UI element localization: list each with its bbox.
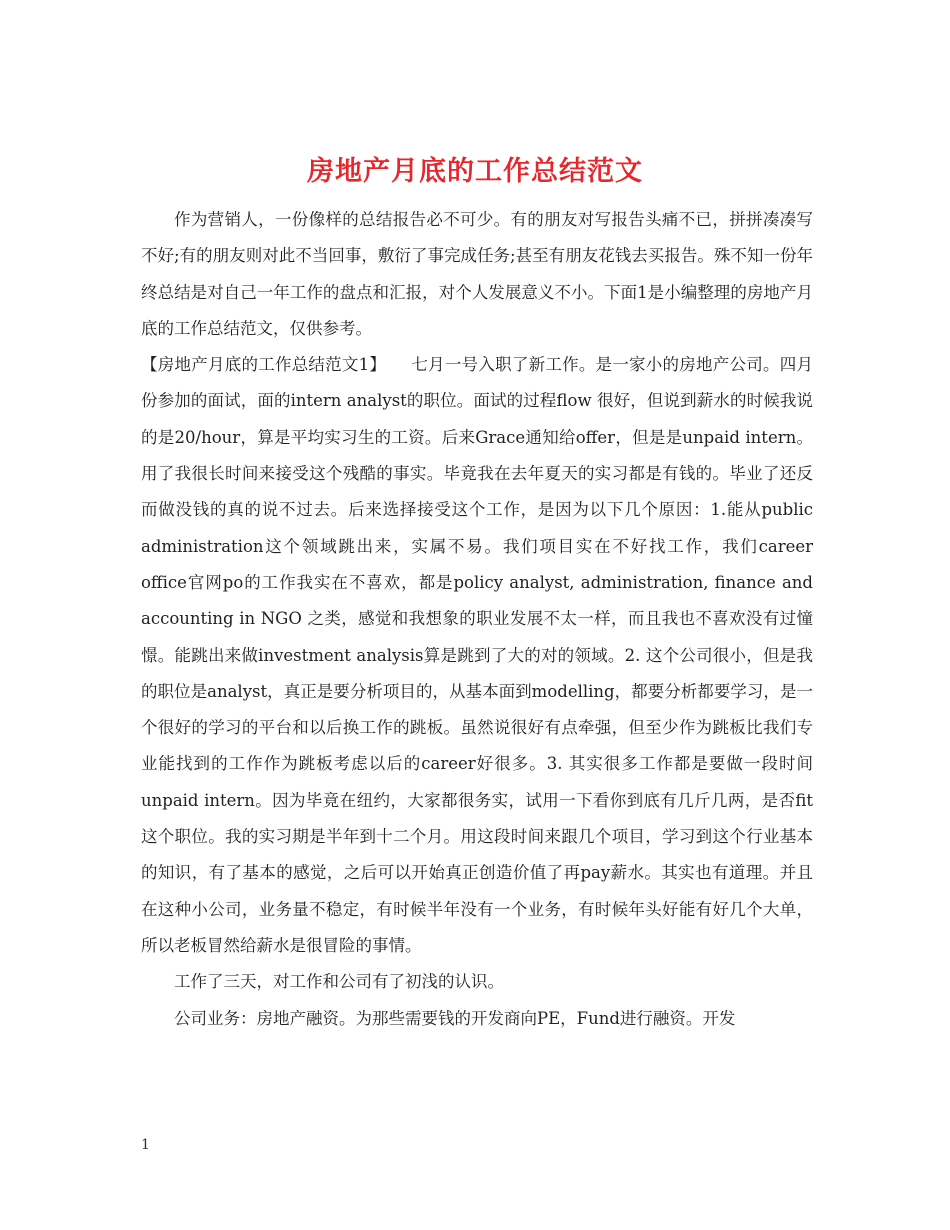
- paragraph-intro: 作为营销人，一份像样的总结报告必不可少。有的朋友对写报告头痛不已，拼拼凑凑写不好;有的朋友则对此不当回事，敷衍了事完成任务;甚至有朋友花钱去买报告。殊不知一份年终总结是对自己一年工作的盘点和汇报，对个人发展意义不小。下面1是小编整理的房地产月底的工作总结范文，仅供参考。: [141, 210, 813, 338]
- paragraph-three-days: 工作了三天，对工作和公司有了初浅的认识。: [174, 972, 504, 992]
- document-body: [141, 202, 813, 1037]
- page-number: 1: [141, 1137, 150, 1153]
- document-title: 房地产月底的工作总结范文: [307, 156, 643, 188]
- paragraph-business: 公司业务：房地产融资。为那些需要钱的开发商向PE，Fund进行融资。开发: [174, 1008, 736, 1028]
- paragraph-main: 【房地产月底的工作总结范文1】 七月一号入职了新工作。是一家小的房地产公司。四月份参加的面试，面的intern analyst的职位。面试的过程flow 很好，但说到薪水的时候我说的是20/hour，算是平均实习生的工资。后来Grace通知给offer，但是是unpaid intern。用了我很长时间来接受这个残酷的事实。毕竟我在去年夏天的实习都是有钱的。毕业了还反而做没钱的真的说不过去。后来选择接受这个工作，是因为以下几个原因：1.能从public administration这个领域跳出来，实属不易。我们项目实在不好找工作，我们career office官网po的工作我实在不喜欢，都是policy analyst, administration, finance and accounting in NGO 之类，感觉和我想象的职业发展不太一样，而且我也不喜欢没有过憧憬。能跳出来做investment analysis算是跳到了大的对的领域。2. 这个公司很小，但是我的职位是analyst，真正是要分析项目的，从基本面到modelling，都要分析都要学习，是一个很好的学习的平台和以后换工作的跳板。虽然说很好有点牵强，但至少作为跳板比我们专业能找到的工作作为跳板考虑以后的career好很多。3. 其实很多工作都是要做一段时间unpaid intern。因为毕竟在纽约，大家都很务实，试用一下看你到底有几斤几两，是否fit这个职位。我的实习期是半年到十二个月。用这段时间来跟几个项目，学习到这个行业基本的知识，有了基本的感觉，之后可以开始真正创造价值了再pay薪水。其实也有道理。并且在这种小公司，业务量不稳定，有时候半年没有一个业务，有时候年头好能有好几个大单，所以老板冒然给薪水是很冒险的事情。: [141, 355, 813, 955]
